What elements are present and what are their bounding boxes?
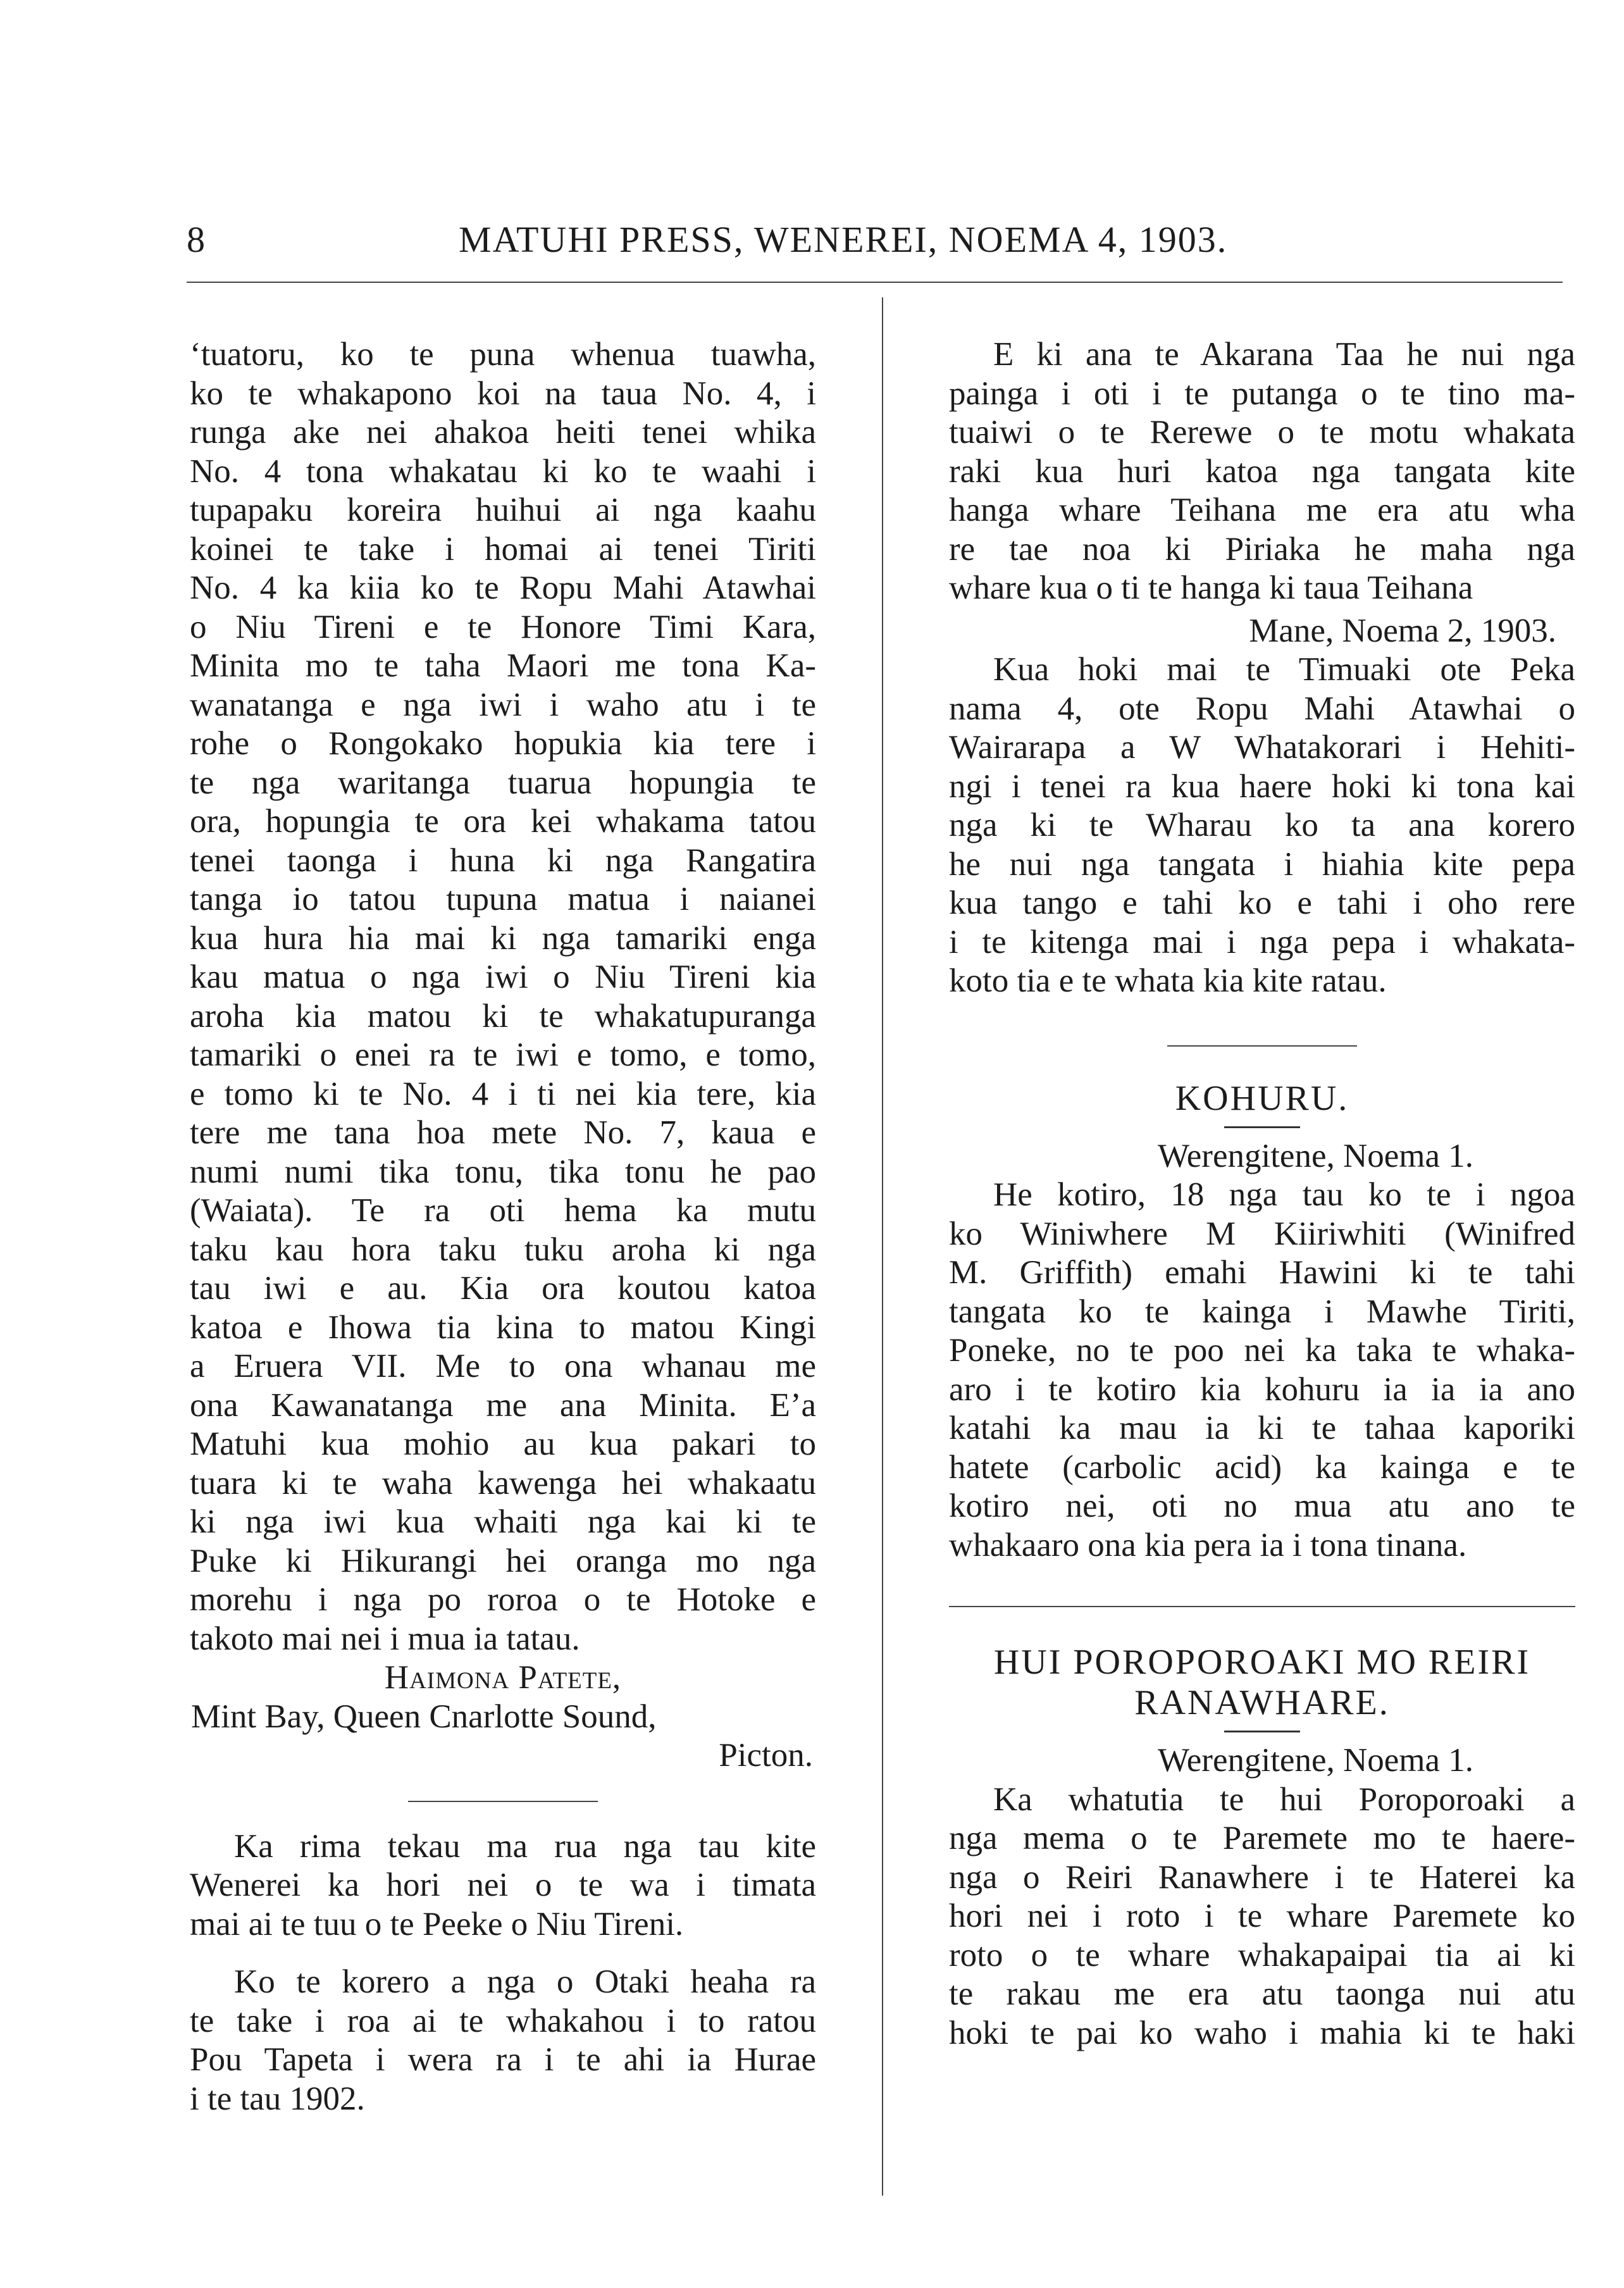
text-line: tenei taonga i huna ki nga Rangatira [190, 842, 816, 879]
text-line: numi numi tika tonu, tika tonu he pao [190, 1153, 816, 1190]
section-heading-kohuru: KOHURU. [1175, 1078, 1349, 1118]
text-line: he nui nga tangata i hiahia kite pepa [949, 845, 1575, 883]
letter-continuation [190, 335, 816, 1775]
text-line: te take i roa ai te whakahou i to ratou [190, 2002, 816, 2039]
article-hui-poroporoaki [949, 1781, 1575, 2053]
text-line: tanga io tatou tupuna matua i naianei [190, 881, 816, 917]
text-line: Pou Tapeta i wera ra i te ahi ia Hurae [190, 2041, 816, 2078]
text-line: nga ki te Wharau ko ta ana korero [949, 807, 1575, 843]
text-line: te nga waritanga tuarua hopungia te [190, 764, 816, 801]
text-line: whare kua o ti te hanga ki taua Teihana [949, 569, 1473, 606]
text-line: ona Kawanatanga me ana Minita. E’a [190, 1386, 816, 1424]
text-line: (Waiata). Te ra oti hema ka mutu [190, 1192, 816, 1229]
text-line: ko Winiwhere M Kiiriwhiti (Winifred [949, 1215, 1575, 1252]
text-line: M. Griffith) emahi Hawini ki te tahi [949, 1254, 1575, 1291]
address-line: Picton. [719, 1737, 813, 1774]
dateline: Mane, Noema 2, 1903. [1249, 612, 1556, 649]
text-line: hori nei i roto i te whare Paremete ko [949, 1898, 1575, 1934]
text-line: Wairarapa a W Whatakorari i Hehiti- [949, 729, 1575, 766]
text-line: hatete (carbolic acid) ka kainga e te [949, 1448, 1575, 1486]
text-line: kau matua o nga iwi o Niu Tireni kia [190, 959, 816, 995]
text-line: tuaiwi o te Rerewe o te motu whakata [949, 414, 1575, 451]
text-line: ora, hopungia te ora kei whakama tatou [190, 803, 816, 840]
text-line: No. 4 tona whakatau ki ko te waahi i [190, 452, 816, 490]
header-rule [187, 282, 1563, 283]
text-line: Puke ki Hikurangi hei oranga mo nga [190, 1542, 816, 1579]
text-line: tuara ki te waha kawenga hei whakaatu [190, 1464, 816, 1502]
text-line: Wenerei ka hori nei o te wa i timata [190, 1867, 816, 1903]
text-line: tupapaku koreira huihui ai nga kaahu [190, 492, 816, 528]
text-line: a Eruera VII. Me to ona whanau me [190, 1348, 816, 1384]
text-line: ‘tuatoru, ko te puna whenua tuawha, [190, 336, 816, 373]
right-column [949, 335, 1575, 2053]
column-divider [882, 297, 883, 2196]
address-line: Mint Bay, Queen Cnarlotte Sound, [191, 1698, 657, 1735]
text-line: kotiro nei, oti no mua atu ano te [949, 1488, 1575, 1524]
text-line: takoto mai nei i mua ia tatau. [190, 1620, 580, 1657]
text-line: He kotiro, 18 nga tau ko te i ngoa [993, 1176, 1575, 1213]
text-line: taku kau hora taku tuku aroha ki nga [190, 1231, 816, 1268]
text-line: nama 4, ote Ropu Mahi Atawhai o [949, 690, 1575, 727]
running-title: MATUHI PRESS, WENEREI, NOEMA 4, 1903. [459, 219, 1228, 260]
text-line: painga i oti i te putanga o te tino ma- [949, 375, 1575, 412]
news-timuaki [949, 650, 1575, 1001]
heading-rule [1224, 1731, 1300, 1732]
text-line: Matuhi kua mohio au kua pakari to [190, 1426, 816, 1462]
text-line: tangata ko te kainga i Mawhe Tiriti, [949, 1293, 1575, 1330]
text-line: whakaaro ona kia pera ia i tona tinana. [949, 1526, 1467, 1564]
signature: Haimona Patete, [384, 1659, 622, 1696]
text-line: e tomo ki te No. 4 i ti nei kia tere, kia [190, 1075, 816, 1112]
text-line: katoa e Ihowa tia kina to matou Kingi [190, 1309, 816, 1346]
heading-rule [1224, 1126, 1300, 1128]
text-line: koinei te take i homai ai tenei Tiriti [190, 530, 816, 568]
section-rule [1167, 1045, 1357, 1047]
text-line: tere me tana hoa mete No. 7, kaua e [190, 1114, 816, 1151]
text-line: runga ake nei ahakoa heiti tenei whika [190, 414, 816, 451]
text-line: tau iwi e au. Kia ora koutou katoa [190, 1270, 816, 1307]
news-akarana [949, 335, 1575, 608]
text-line: i te tau 1902. [190, 2080, 365, 2117]
text-line: raki kua huri katoa nga tangata kite [949, 452, 1575, 490]
text-line: aro i te kotiro kia kohuru ia ia ia ano [949, 1371, 1575, 1408]
text-line: nga o Reiri Ranawhere i te Haterei ka [949, 1858, 1575, 1896]
text-line: i te kitenga mai i nga pepa i whakata- [949, 923, 1575, 961]
text-line: Minita mo te taha Maori me tona Ka- [190, 647, 816, 684]
page-number: 8 [187, 219, 206, 260]
notice-peeke [190, 1827, 816, 1944]
text-line: hanga whare Teihana me era atu wha [949, 492, 1575, 528]
section-heading-hui: HUI POROPOROAKI MO REIRI [993, 1643, 1531, 1682]
text-line: kua tango e tahi ko e tahi i oho rere [949, 885, 1575, 921]
section-heading-hui: RANAWHARE. [1134, 1683, 1390, 1722]
text-line: ki nga iwi kua whaiti nga kai ki te [190, 1503, 816, 1540]
dateline: Werengitene, Noema 1. [1158, 1742, 1474, 1779]
text-line: Poneke, no te poo nei ka taka te whaka- [949, 1332, 1575, 1369]
text-line: o Niu Tireni e te Honore Timi Kara, [190, 608, 816, 645]
article-kohuru [949, 1176, 1575, 1565]
text-line: morehu i nga po roroa o te Hotoke e [190, 1581, 816, 1618]
text-line: No. 4 ka kiia ko te Ropu Mahi Atawhai [190, 569, 816, 606]
page-header [187, 218, 1458, 269]
dateline: Werengitene, Noema 1. [1158, 1137, 1474, 1174]
text-line: katahi ka mau ia ki te tahaa kaporiki [949, 1410, 1575, 1446]
text-line: Ko te korero a nga o Otaki heaha ra [234, 1963, 816, 2000]
text-line: ko te whakapono koi na taua No. 4, i [190, 375, 816, 412]
text-line: wanatanga e nga iwi i waho atu i te [190, 686, 816, 723]
text-line: nga mema o te Paremete mo te haere- [949, 1820, 1575, 1856]
text-line: Ka rima tekau ma rua nga tau kite [234, 1827, 816, 1865]
text-line: rohe o Rongokako hopukia kia tere i [190, 725, 816, 762]
text-line: E ki ana te Akarana Taa he nui nga [993, 336, 1575, 373]
text-line: roto o te whare whakapaipai tia ai ki [949, 1936, 1575, 1974]
text-line: tamariki o enei ra te iwi e tomo, e tomo, [190, 1036, 816, 1073]
text-line: kua hura hia mai ki nga tamariki enga [190, 919, 816, 957]
section-rule [408, 1801, 598, 1802]
text-line: te rakau me era atu taonga nui atu [949, 1975, 1575, 2012]
text-line: Ka whatutia te hui Poroporoaki a [993, 1781, 1575, 1818]
text-line: hoki te pai ko waho i mahia ki te haki [949, 2014, 1575, 2051]
text-line: Kua hoki mai te Timuaki ote Peka [993, 651, 1575, 688]
left-column [190, 335, 816, 2118]
text-line: re tae noa ki Piriaka he maha nga [949, 530, 1575, 568]
text-line: mai ai te tuu o te Peeke o Niu Tireni. [190, 1905, 684, 1943]
text-line: ngi i tenei ra kua haere hoki ki tona kai [949, 768, 1575, 805]
text-line: aroha kia matou ki te whakatupuranga [190, 997, 816, 1035]
text-line: koto tia e te whata kia kite ratau. [949, 962, 1387, 999]
section-rule [949, 1606, 1575, 1607]
notice-otaki [190, 1963, 816, 2118]
